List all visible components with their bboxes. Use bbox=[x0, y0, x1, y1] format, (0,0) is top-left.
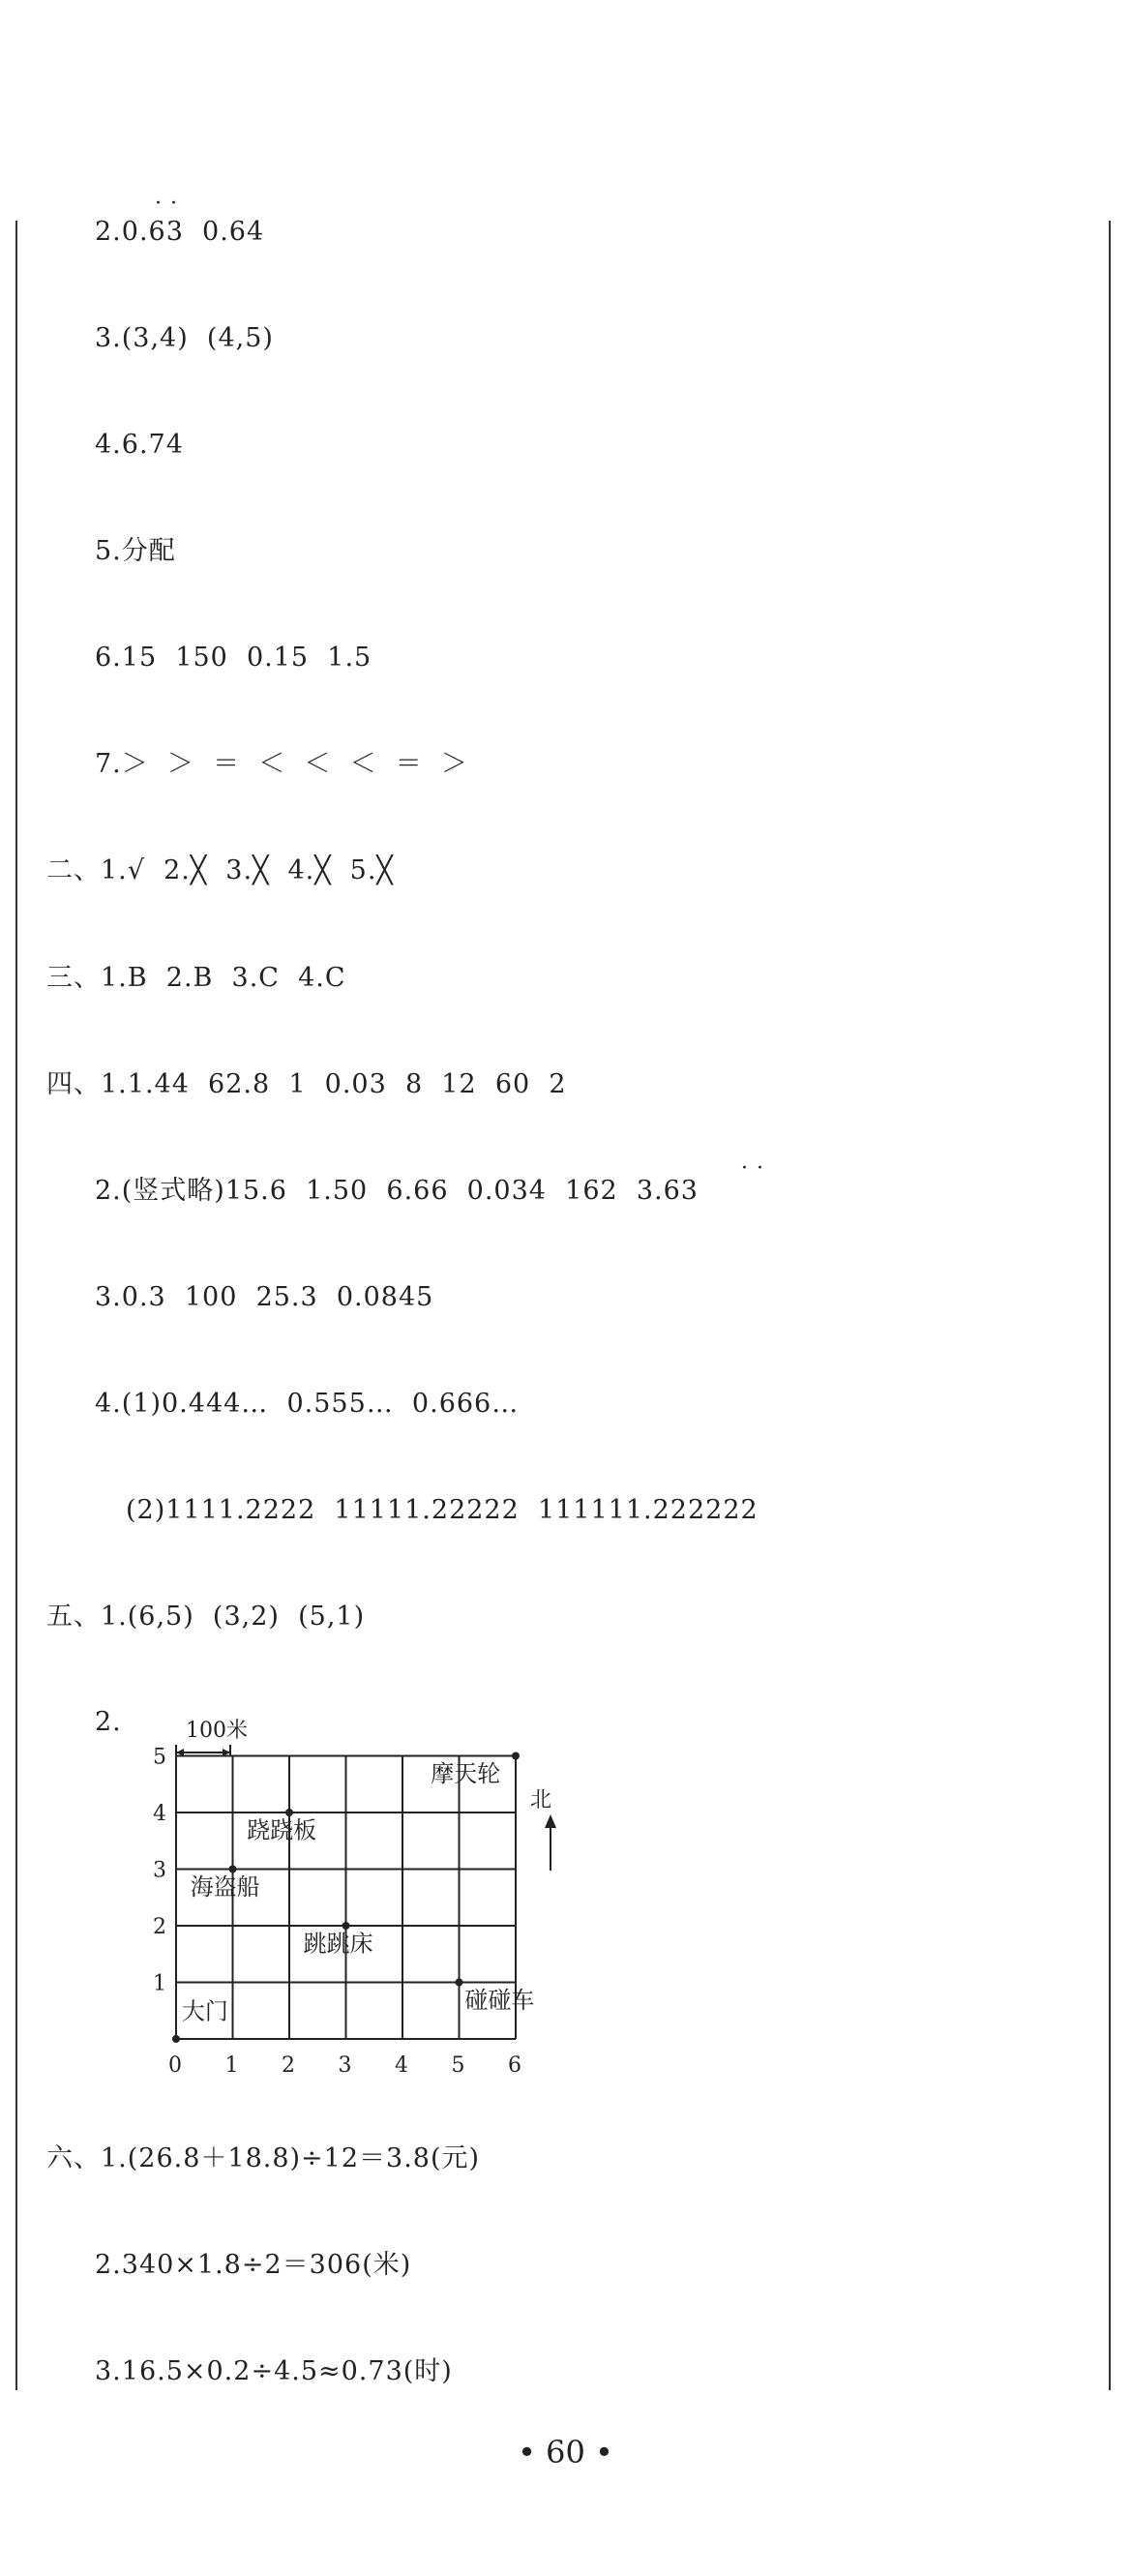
place-label: 摩天轮 bbox=[431, 1759, 501, 1787]
place-label: 跳跳床 bbox=[303, 1930, 373, 1958]
scale-bar bbox=[176, 1719, 248, 1756]
y-tick-label: 1 bbox=[153, 1971, 166, 1996]
place-point bbox=[172, 2035, 180, 2043]
section-line: 四、1.1.44 62.8 1 0.03 8 12 60 2 bbox=[46, 1069, 567, 1099]
left-margin-line bbox=[15, 221, 17, 2390]
x-tick-label: 4 bbox=[395, 2053, 408, 2078]
section-line: 五、1.(6,5) (3,2) (5,1) bbox=[46, 1602, 366, 1632]
answer-line: (2)1111.2222 11111.22222 111111.222222 bbox=[126, 1495, 759, 1525]
place-point bbox=[229, 1866, 237, 1873]
x-tick-label: 0 bbox=[168, 2053, 182, 2078]
y-tick-label: 2 bbox=[153, 1915, 166, 1939]
place-label: 碰碰车 bbox=[464, 1986, 535, 2014]
place-point bbox=[512, 1752, 520, 1760]
x-tick-label: 2 bbox=[282, 2053, 295, 2078]
recurring-dot: · bbox=[170, 192, 177, 216]
scale-label: 100米 bbox=[186, 1719, 248, 1743]
recurring-dot: · bbox=[741, 1156, 748, 1181]
answer-line: 3.16.5×0.2÷4.5≈0.73(时) bbox=[95, 2356, 453, 2386]
answer-line: 5.分配 bbox=[95, 536, 176, 566]
section-line: 六、1.(26.8＋18.8)÷12＝3.8(元) bbox=[46, 2143, 481, 2173]
y-tick-label: 4 bbox=[153, 1802, 166, 1826]
section-line: 三、1.B 2.B 3.C 4.C bbox=[46, 963, 346, 993]
answer-line: 4.(1)0.444… 0.555… 0.666… bbox=[95, 1389, 520, 1419]
recurring-dot: · bbox=[155, 192, 162, 216]
answer-line: 3.0.3 100 25.3 0.0845 bbox=[95, 1282, 434, 1312]
north-arrow bbox=[530, 1788, 556, 1871]
y-tick-label: 5 bbox=[153, 1745, 166, 1770]
place-label: 海盗船 bbox=[190, 1872, 260, 1901]
place-label: 跷跷板 bbox=[247, 1816, 317, 1844]
recurring-dot: · bbox=[757, 1156, 763, 1181]
answer-line: 2.0.63 0.64 bbox=[95, 217, 265, 247]
answer-line: 7.＞ ＞ ＝ ＜ ＜ ＜ ＝ ＞ bbox=[95, 749, 468, 779]
x-tick-label: 1 bbox=[224, 2053, 239, 2078]
y-tick-label: 3 bbox=[153, 1858, 166, 1883]
coordinate-map bbox=[145, 1698, 580, 2085]
x-tick-label: 3 bbox=[338, 2053, 352, 2078]
answer-line: 2.340×1.8÷2＝306(米) bbox=[95, 2250, 412, 2280]
right-margin-line bbox=[1109, 221, 1111, 2390]
answer-line: 2.(竖式略)15.6 1.50 6.66 0.034 162 3.63 bbox=[95, 1176, 699, 1206]
place-label: 大门 bbox=[181, 1997, 228, 2025]
x-tick-label: 5 bbox=[451, 2053, 465, 2078]
answer-line: 3.(3,4) (4,5) bbox=[95, 323, 274, 353]
place-point bbox=[285, 1809, 293, 1816]
x-tick-label: 6 bbox=[508, 2053, 521, 2078]
place-point bbox=[456, 1979, 463, 1987]
answer-line: 4.6.74 bbox=[95, 430, 184, 460]
answer-line: 6.15 150 0.15 1.5 bbox=[95, 643, 372, 673]
north-label: 北 bbox=[530, 1788, 552, 1812]
section-line: 二、1.√ 2.╳ 3.╳ 4.╳ 5.╳ bbox=[46, 855, 394, 885]
page-number: • 60 • bbox=[518, 2434, 613, 2471]
place-point bbox=[342, 1922, 350, 1930]
answer-line: 2. bbox=[95, 1707, 122, 1737]
